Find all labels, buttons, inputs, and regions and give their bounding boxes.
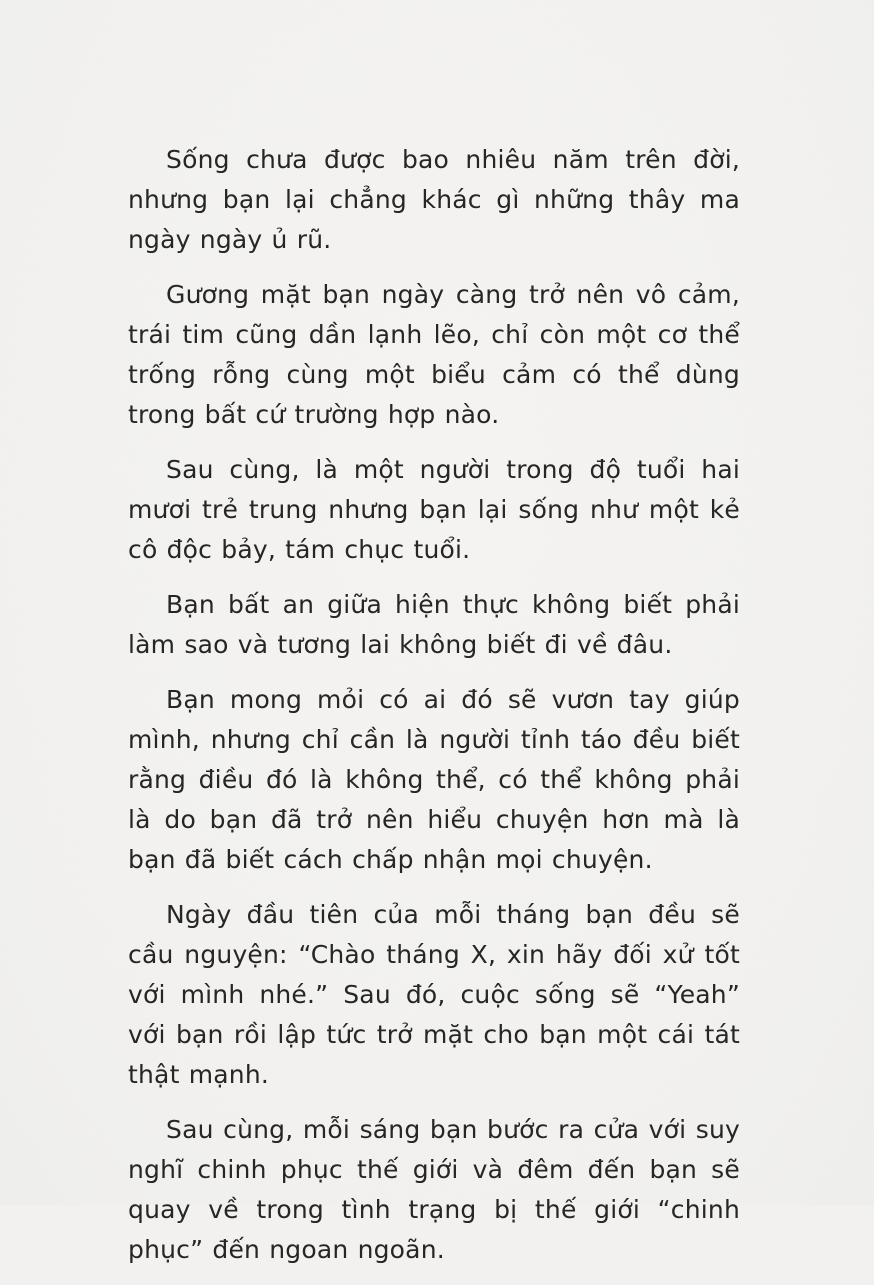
body-text <box>128 140 740 1285</box>
paragraph: Sau cùng, mỗi sáng bạn bước ra cửa với suy nghĩ chinh phục thế giới và đêm đến bạn sẽ quay về trong tình trạng bị thế giới “chinh phục” đến ngoan ngoãn. <box>128 1115 740 1264</box>
paragraph: Bạn bất an giữa hiện thực không biết phải làm sao và tương lai không biết đi về đâu. <box>128 590 740 659</box>
paragraph: Sống chưa được bao nhiêu năm trên đời, nhưng bạn lại chẳng khác gì những thây ma ngày ngày ủ rũ. <box>128 145 740 254</box>
paragraph: Sau cùng, là một người trong độ tuổi hai mươi trẻ trung nhưng bạn lại sống như một kẻ cô độc bảy, tám chục tuổi. <box>128 455 740 564</box>
paragraph: Bạn mong mỏi có ai đó sẽ vươn tay giúp mình, nhưng chỉ cần là người tỉnh táo đều biết rằng điều đó là không thể, có thể không phải là do bạn đã trở nên hiểu chuyện hơn mà là bạn đã biết cách chấp nhận mọi chuyện. <box>128 685 740 874</box>
paragraph: Ngày đầu tiên của mỗi tháng bạn đều sẽ cầu nguyện: “Chào tháng X, xin hãy đối xử tốt với mình nhé.” Sau đó, cuộc sống sẽ “Yeah” với bạn rồi lập tức trở mặt cho bạn một cái tát thật mạnh. <box>128 900 740 1089</box>
paragraph: Gương mặt bạn ngày càng trở nên vô cảm, trái tim cũng dần lạnh lẽo, chỉ còn một cơ thể trống rỗng cùng một biểu cảm có thể dùng trong bất cứ trường hợp nào. <box>128 280 740 429</box>
